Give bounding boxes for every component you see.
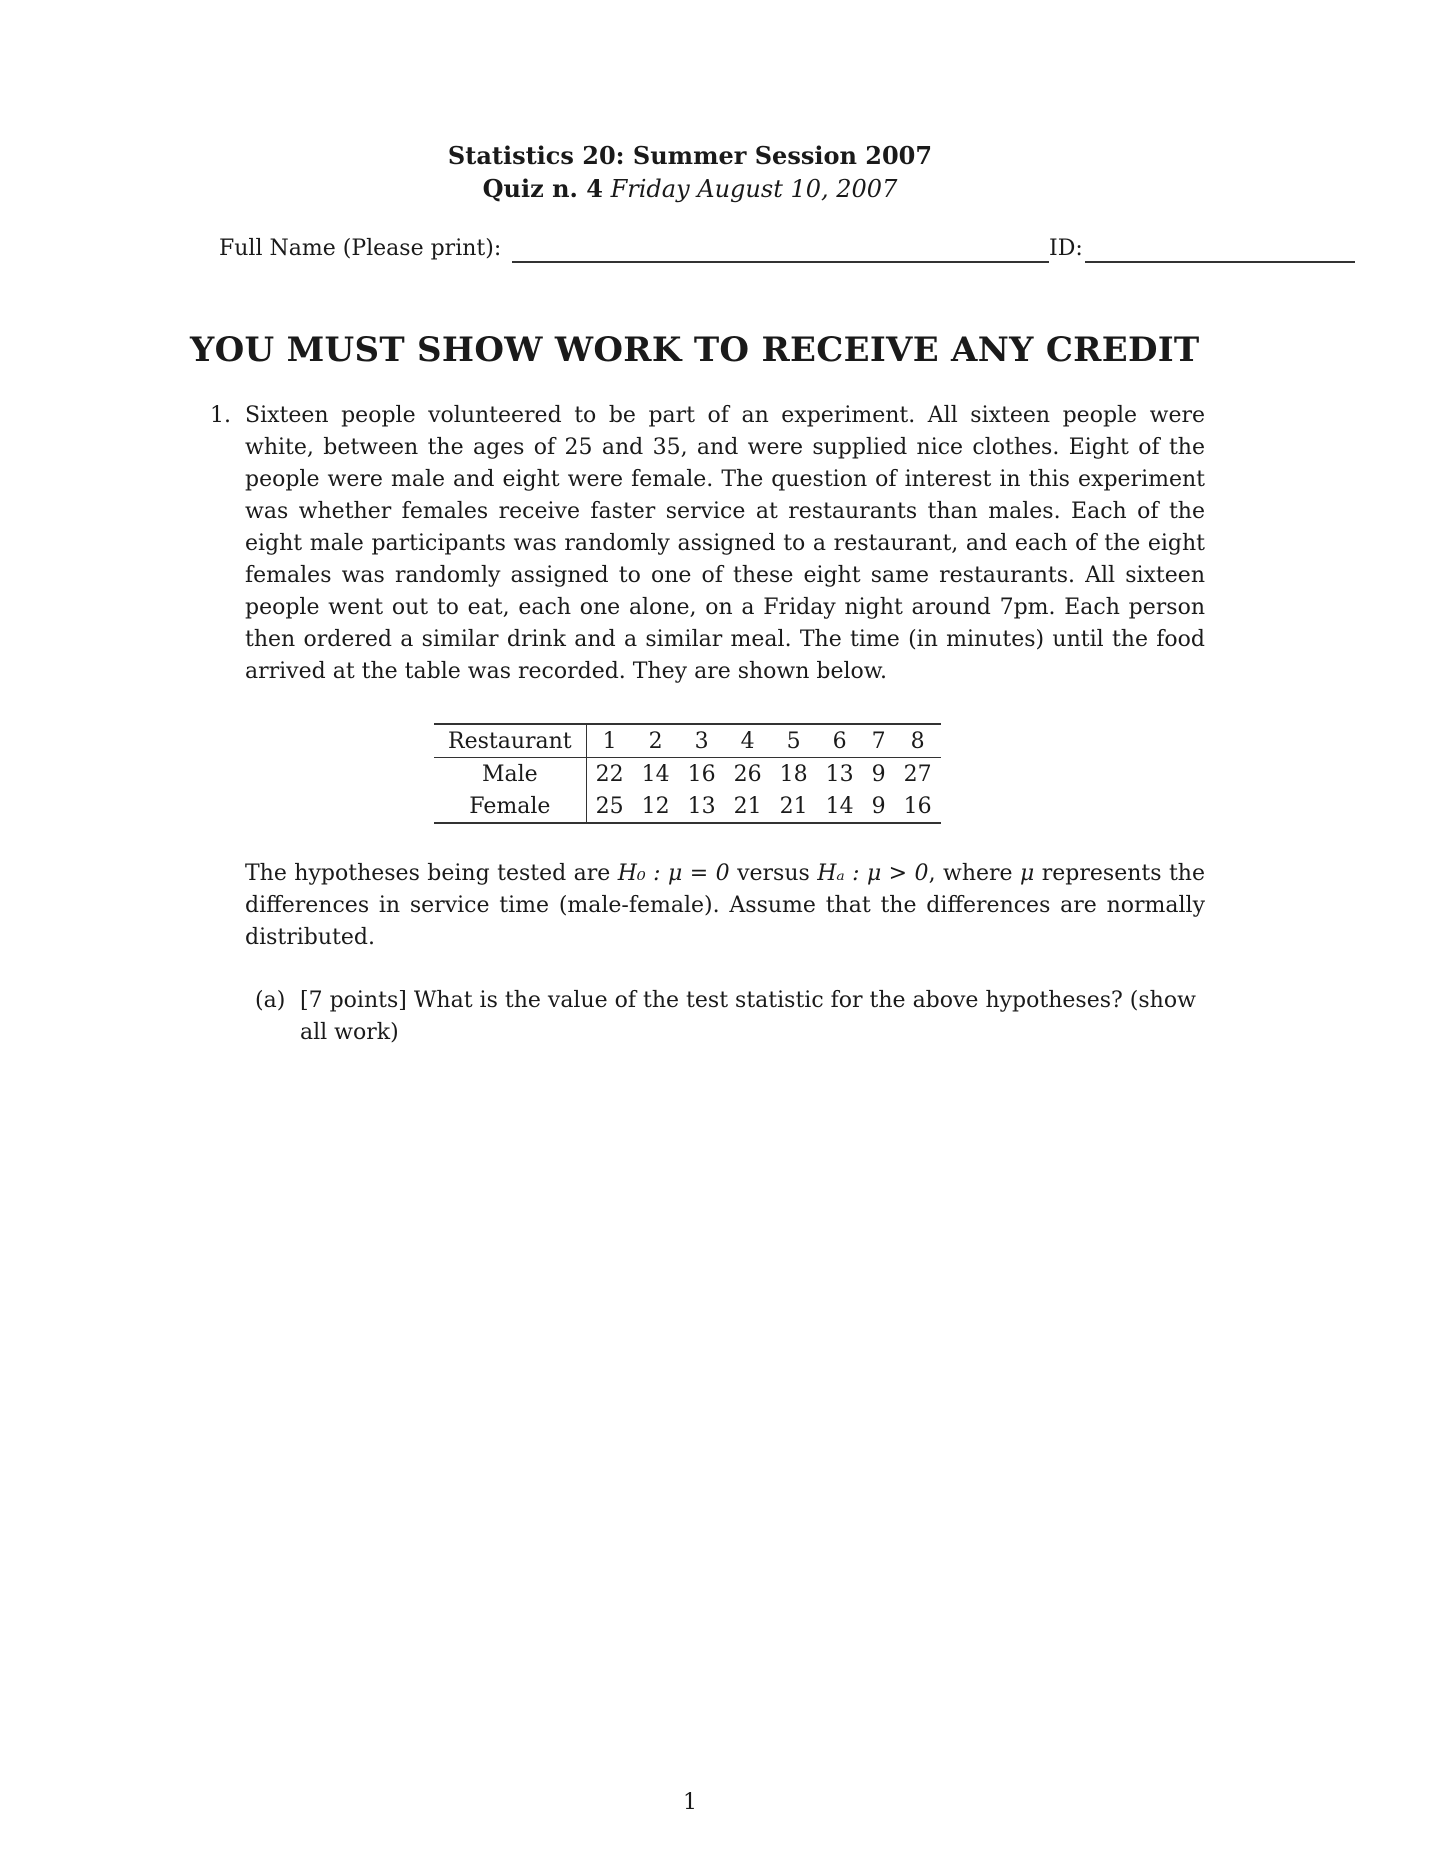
table-row-male (434, 758, 941, 791)
table-col-header: 2 (633, 724, 679, 758)
table-cell: 14 (825, 793, 854, 819)
table-col-header: 5 (771, 724, 817, 758)
service-time-table (434, 723, 941, 824)
where-text: , where (928, 861, 1013, 886)
table-cell: 27 (903, 761, 932, 787)
student-info-row (219, 236, 1359, 266)
table-cell: 9 (871, 761, 886, 787)
show-work-warning: YOU MUST SHOW WORK TO RECEIVE ANY CREDIT (190, 330, 1200, 370)
mu-symbol: μ (1020, 861, 1035, 886)
versus-text: versus (737, 861, 810, 886)
table-cell: 16 (903, 793, 932, 819)
table-col-header: 8 (895, 724, 941, 758)
question-number: 1. (210, 403, 231, 428)
table-cell: 12 (641, 793, 670, 819)
table-cell: 26 (733, 761, 762, 787)
table-cell: 22 (595, 761, 624, 787)
part-a-text: [7 points] What is the value of the test statistic for the above hypotheses? (show all work) (300, 988, 1196, 1045)
row-label-female: Female (434, 790, 586, 823)
id-blank[interactable] (1085, 261, 1355, 263)
table-header-label: Restaurant (434, 724, 586, 758)
part-a-label: (a) (255, 988, 286, 1013)
row-label-male: Male (434, 758, 586, 791)
table-cell: 18 (779, 761, 808, 787)
table-cell: 13 (687, 793, 716, 819)
full-name-blank[interactable] (512, 261, 1049, 263)
table-cell: 21 (733, 793, 762, 819)
id-label: ID: (1049, 236, 1083, 261)
table-col-header: 1 (586, 724, 633, 758)
table-cell: 25 (595, 793, 624, 819)
table-cell: 13 (825, 761, 854, 787)
table-col-header: 3 (679, 724, 725, 758)
question-text: Sixteen people volunteered to be part of an experiment. All sixteen people were white, between the ages of 25 and 35, and were supplied nice clothes. Eight of the people were male and eight were female. The question of interest in this experiment was whether females receive faster service at restaurants than males. Each of the eight male participants was randomly assigned to a restaurant, and each of the eight females was randomly assigned to one of these eight same restaurants. All sixteen people went out to eat, each one alone, on a Friday night around 7pm. Each person then ordered a similar drink and a similar meal. The time (in minutes) until the food arrived at the table was recorded. They are shown below. (245, 403, 1205, 684)
quiz-date: Friday August 10, 2007 (610, 175, 898, 203)
hypotheses-rest: represents the differences in service time (male-female). Assume that the differences are normally distributed. (245, 861, 1205, 950)
course-title: Statistics 20: Summer Session 2007 (447, 141, 933, 170)
quiz-label: Quiz n. 4 (482, 174, 603, 203)
table-col-header: 7 (863, 724, 895, 758)
table-row-female (434, 790, 941, 823)
hypotheses-intro: The hypotheses being tested are (245, 861, 611, 886)
table-col-header: 4 (725, 724, 771, 758)
table-cell: 14 (641, 761, 670, 787)
table-col-header: 6 (817, 724, 863, 758)
table-cell: 21 (779, 793, 808, 819)
table-cell: 9 (871, 793, 886, 819)
alternative-hypothesis: Hₐ : μ > 0 (817, 861, 929, 886)
table-header-row (434, 724, 941, 758)
table-cell: 16 (687, 761, 716, 787)
quiz-line (0, 174, 1380, 203)
full-name-label: Full Name (Please print): (219, 236, 502, 261)
null-hypothesis: H₀ : μ = 0 (617, 861, 730, 886)
page-number: 1 (683, 1790, 697, 1815)
hypotheses-paragraph (245, 858, 1205, 954)
